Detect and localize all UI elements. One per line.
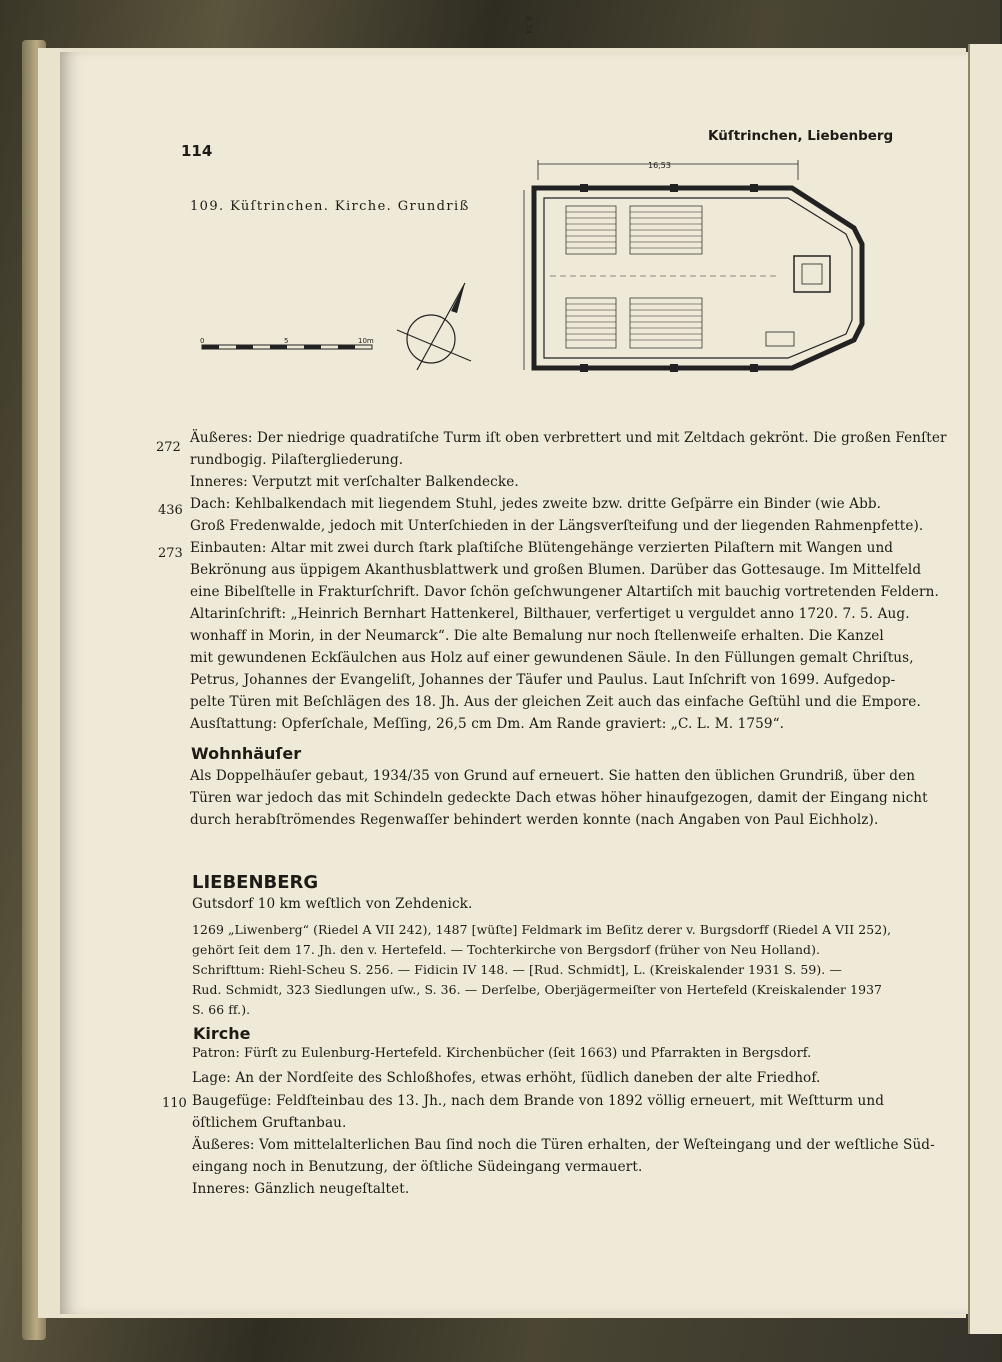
text-line: Baugefüge: Feldſteinbau des 13. Jh., nach dem Brande von 1892 völlig erneuert, mit Weſtturm und [192, 1093, 885, 1109]
liebenberg-subtitle: Gutsdorf 10 km weſtlich von Zehdenick. [192, 896, 473, 912]
north-arrow-icon [395, 275, 475, 375]
scale-label-5: 5 [284, 337, 289, 345]
text-line: durch herabſtrömendes Regenwaſſer behindert werden konnte (nach Angaben von Paul Eichholz). [190, 812, 879, 828]
section-heading-kirche: Kirche [193, 1024, 251, 1043]
text-line: öſtlichem Gruftanbau. [192, 1115, 347, 1131]
text-line: Ausſtattung: Opferſchale, Meſſing, 26,5 cm Dm. Am Rande graviert: „C. L. M. 1759“. [190, 716, 785, 732]
text-line: Äußeres: Vom mittelalterlichen Bau ſind noch die Türen erhalten, der Weſteingang und der weſtliche Süd- [192, 1137, 935, 1153]
margin-ref-436: 436 [158, 503, 183, 518]
text-line: wonhaff in Morin, in der Neumarck“. Die alte Bemalung nur noch ſtellenweiſe erhalten. Die Kanzel [190, 628, 884, 644]
text-line: eine Bibelſtelle in Frakturſchrift. Davor ſchön geſchwungener Altartiſch mit bauchig vortretenden Feldern. [190, 584, 939, 600]
text-line: Äußeres: Der niedrige quadratiſche Turm iſt oben verbrettert und mit Zeltdach gekrönt. Die großen Fenſter [190, 430, 947, 446]
text-line: Inneres: Verputzt mit verſchalter Balkendecke. [190, 474, 519, 490]
scale-label-10: 10m [358, 337, 374, 345]
figure-caption: 109. Küſtrinchen. Kirche. Grundriß [190, 199, 470, 214]
text-line: Schrifttum: Riehl-Scheu S. 256. — Fidicin IV 148. — [Rud. Schmidt], L. (Kreiskalender 1931 S. 59). — [192, 962, 842, 977]
text-line: Petrus, Johannes der Evangeliſt, Johannes der Täufer und Paulus. Laut Inſchrift von 1699. Aufgedop- [190, 672, 896, 688]
text-line: gehört ſeit dem 17. Jh. den v. Hertefeld. — Tochterkirche von Bergsdorf (früher von Neu Holland). [192, 942, 821, 957]
text-line: Lage: An der Nordſeite des Schloßhofes, etwas erhöht, ſüdlich daneben der alte Friedhof. [192, 1070, 821, 1086]
scale-bar [198, 336, 378, 358]
scale-label-0: 0 [200, 337, 205, 345]
text-line: Dach: Kehlbalkendach mit liegendem Stuhl, jedes zweite bzw. dritte Geſpärre ein Binder (wie Abb. [190, 496, 882, 512]
margin-ref-272: 272 [156, 440, 181, 455]
running-title: Küſtrinchen, Liebenberg [708, 128, 894, 144]
text-line: pelte Türen mit Beſchlägen des 18. Jh. Aus der gleichen Zeit auch das einfache Geſtühl und die Empore. [190, 694, 921, 710]
text-line: eingang noch in Benutzung, der öſtliche Südeingang vermauert. [192, 1159, 643, 1175]
text-line: S. 66 ff.). [192, 1002, 251, 1017]
text-line: Inneres: Gänzlich neugeſtaltet. [192, 1181, 410, 1197]
text-line: Bekrönung aus üppigem Akanthusblattwerk und großen Blumen. Darüber das Gottesauge. Im Mittelfeld [190, 562, 922, 578]
text-line: Patron: Fürſt zu Eulenburg-Hertefeld. Kirchenbücher (ſeit 1663) und Pfarrakten in Bergsdorf. [192, 1046, 812, 1061]
text-line: Rud. Schmidt, 323 Siedlungen uſw., S. 36. — Derſelbe, Oberjägermeiſter von Hertefeld (Kreiskalender 1937 [192, 982, 883, 997]
text-line: 1269 „Liwenberg“ (Riedel A VII 242), 1487 [wüſte] Feldmark im Beſitz derer v. Burgsdorff (Riedel A VII 252), [192, 922, 892, 937]
page-number: 114 [181, 142, 213, 160]
text-line: mit gewundenen Eckſäulchen aus Holz auf einer gewundenen Säule. In den Füllungen gemalt Chriſtus, [190, 650, 914, 666]
dimension-top: 16,53 [648, 161, 671, 170]
text-line: rundbogig. Pilaſtergliederung. [190, 452, 404, 468]
facing-page-edge [968, 44, 1002, 1334]
text-line: Groß Fredenwalde, jedoch mit Unterſchieden in der Längsverſteifung und der liegenden Rahmenpfette). [190, 518, 924, 534]
section-heading-wohnhaeuser: Wohnhäuſer [191, 744, 302, 763]
dimension-side: 8,74 [524, 16, 533, 34]
text-line: Türen war jedoch das mit Schindeln gedeckte Dach etwas höher hinaufgezogen, damit der Eingang nicht [190, 790, 928, 806]
margin-ref-273: 273 [158, 546, 183, 561]
text-line: Als Doppelhäuſer gebaut, 1934/35 von Grund auf erneuert. Sie hatten den üblichen Grundriß, über den [190, 768, 916, 784]
section-heading-liebenberg: LIEBENBERG [192, 872, 319, 893]
text-line: Einbauten: Altar mit zwei durch ſtark plaſtiſche Blütengehänge verzierten Pilaſtern mit Wangen und [190, 540, 894, 556]
margin-ref-110: 110 [162, 1096, 187, 1111]
text-line: Altarinſchrift: „Heinrich Bernhart Hattenkerel, Bilthauer, verfertiget u verguldet anno 1720. 7. 5. Aug. [190, 606, 910, 622]
